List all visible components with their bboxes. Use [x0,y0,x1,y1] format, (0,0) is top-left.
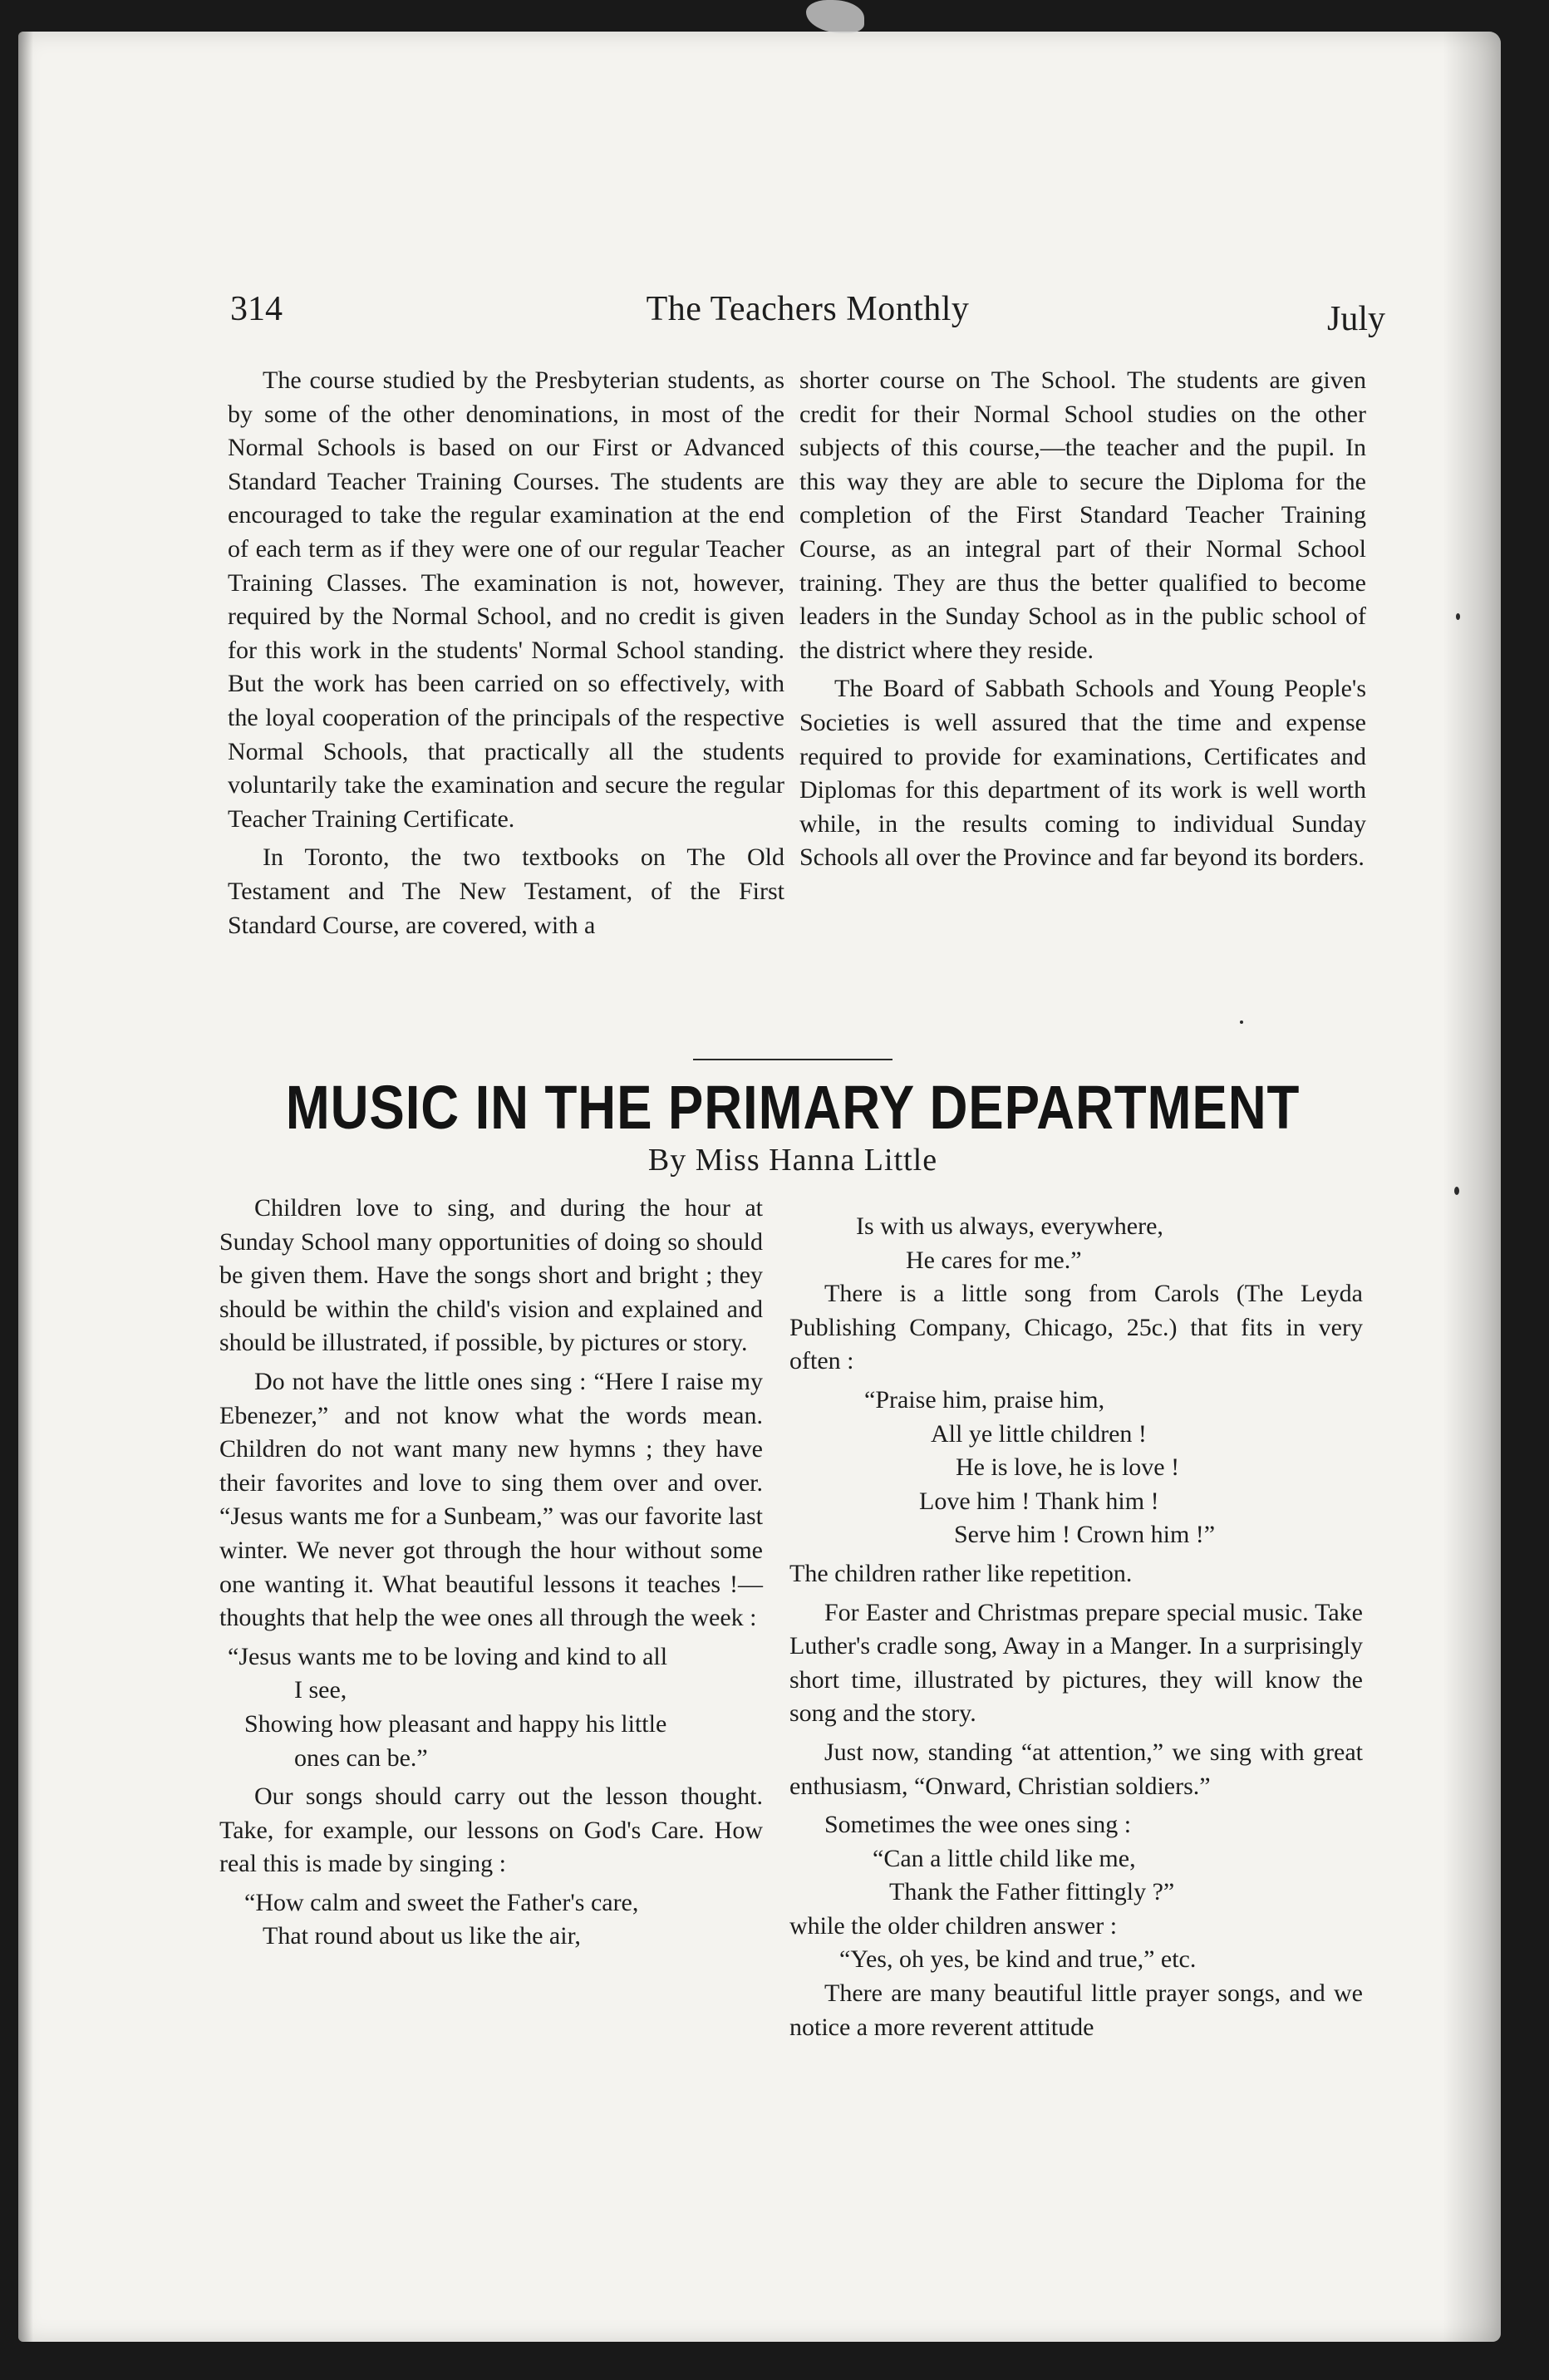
paragraph: Just now, standing “at attention,” we sing with great enthusiasm, “Onward, Christian soldiers.” [789,1738,1363,1800]
column-bottom-right [789,1210,1363,2044]
song-verse [789,1384,1363,1552]
quote-line: Showing how pleasant and happy his little [244,1709,667,1738]
paragraph: There are many beautiful little prayer songs, and we notice a more reverent attitude [789,1979,1363,2041]
journal-title: The Teachers Monthly [646,290,970,328]
issue-month: July [1326,300,1385,338]
column-top-left [228,364,784,942]
quote-line: Thank the Father fittingly ?” [889,1878,1175,1906]
article-byline: By Miss Hanna Little [647,1143,938,1178]
verse-line: “Praise him, praise him, [864,1385,1105,1414]
verse-line: He is love, he is love ! [956,1453,1180,1482]
song-quote [219,1640,763,1775]
quote-line: “Jesus wants me to be loving and kind to all [228,1642,668,1670]
print-speck [1240,1020,1243,1024]
running-head [230,289,1385,339]
song-quote [789,1842,1363,1910]
quote-line: I see, [294,1676,347,1704]
paragraph: In Toronto, the two textbooks on The Old Testament and The New Testament, of the First Standard Course, are covered, with a [228,843,784,939]
quote-line: That round about us like the air, [263,1922,581,1950]
quote-line: “Can a little child like me, [873,1844,1136,1872]
page-number: 314 [230,290,283,328]
paragraph: shorter course on The School. The students are given credit for their Normal School studies on the other subjects of this course,—the teacher and the pupil. In this way they are able to secure the Diploma for the completion of the First Standard Teacher Training Course, as an integral part of their Normal School training. They are thus the better qualified to become leaders in the Sunday School as in the public school of the district where they reside. [799,366,1366,664]
paragraph: The Board of Sabbath Schools and Young People's Societies is well assured that the time and expense required to provide for examinations, Certificates and Diplomas for this department of its work is well worth while, in the results coming to individual Sunday Schools all over the Province and far beyond its borders. [799,675,1366,872]
paragraph: There is a little song from Carols (The Leyda Publishing Company, Chicago, 25c.) that fits in very often : [789,1280,1363,1375]
quote-line: He cares for me.” [906,1246,1082,1274]
scan-artifact [806,0,864,33]
binding-shadow [18,32,33,2342]
print-speck [1456,613,1460,620]
quote-line: ones can be.” [294,1743,428,1772]
paragraph: while the older children answer : [789,1911,1118,1940]
verse-line: Love him ! Thank him ! [919,1487,1159,1515]
print-speck [1454,1187,1459,1195]
verse-line: All ye little children ! [931,1419,1147,1448]
paragraph: The children rather like repetition. [789,1559,1133,1587]
paragraph: Sometimes the wee ones sing : [824,1811,1132,1839]
verse-line: Serve him ! Crown him !” [954,1521,1216,1549]
paragraph: Children love to sing, and during the hour at Sunday School many opportunities of doing so should be given them. Have the songs short and bright ; they should be within the child's vision and explained and should be illustrated, if possible, by pictures or story. [219,1194,763,1357]
paragraph: Our songs should carry out the lesson thought. Take, for example, our lessons on God's Care. How real this is made by singing : [219,1783,763,1878]
song-quote [789,1943,1363,1977]
paragraph: The course studied by the Presbyterian students, as by some of the other denominations, in most of the Normal Schools is based on our First or Advanced Standard Teacher Training Courses. The students are encouraged to take the regular examination at the end of each term as if they were one of our regular Teacher Training Classes. The examination is not, however, required by the Normal School, and no credit is given for this work in the students' Normal School standing. But the work has been carried on so effectively, with the loyal cooperation of the principals of the respective Normal Schools, that practically all the students voluntarily take the examination and secure the regular Teacher Training Certificate. [228,366,784,833]
song-quote [789,1210,1363,1277]
article-title: MUSIC IN THE PRIMARY DEPARTMENT [285,1073,1301,1142]
section-divider [693,1059,893,1060]
column-bottom-left [219,1192,763,1959]
quote-line: Is with us always, everywhere, [856,1212,1163,1240]
song-quote [219,1886,763,1954]
quote-line: “How calm and sweet the Father's care, [244,1888,639,1916]
page-edge-shadow [1443,32,1501,2342]
column-top-right [799,364,1366,875]
page [18,32,1501,2342]
paragraph: Do not have the little ones sing : “Here I raise my Ebenezer,” and not know what the words mean. Children do not want many new hymns ; they have their favorites and love to sing them over and over. “Jesus wants me for a Sunbeam,” was our favorite last winter. We never got through the hour without some one wanting it. What beautiful lessons it teaches !—thoughts that help the wee ones all through the week : [219,1367,763,1632]
paragraph: For Easter and Christmas prepare special music. Take Luther's cradle song, Away in a Manger. In a surprisingly short time, illustrated by pictures, they will know the song and the story. [789,1598,1363,1728]
quote-line: “Yes, oh yes, be kind and true,” etc. [839,1945,1197,1974]
